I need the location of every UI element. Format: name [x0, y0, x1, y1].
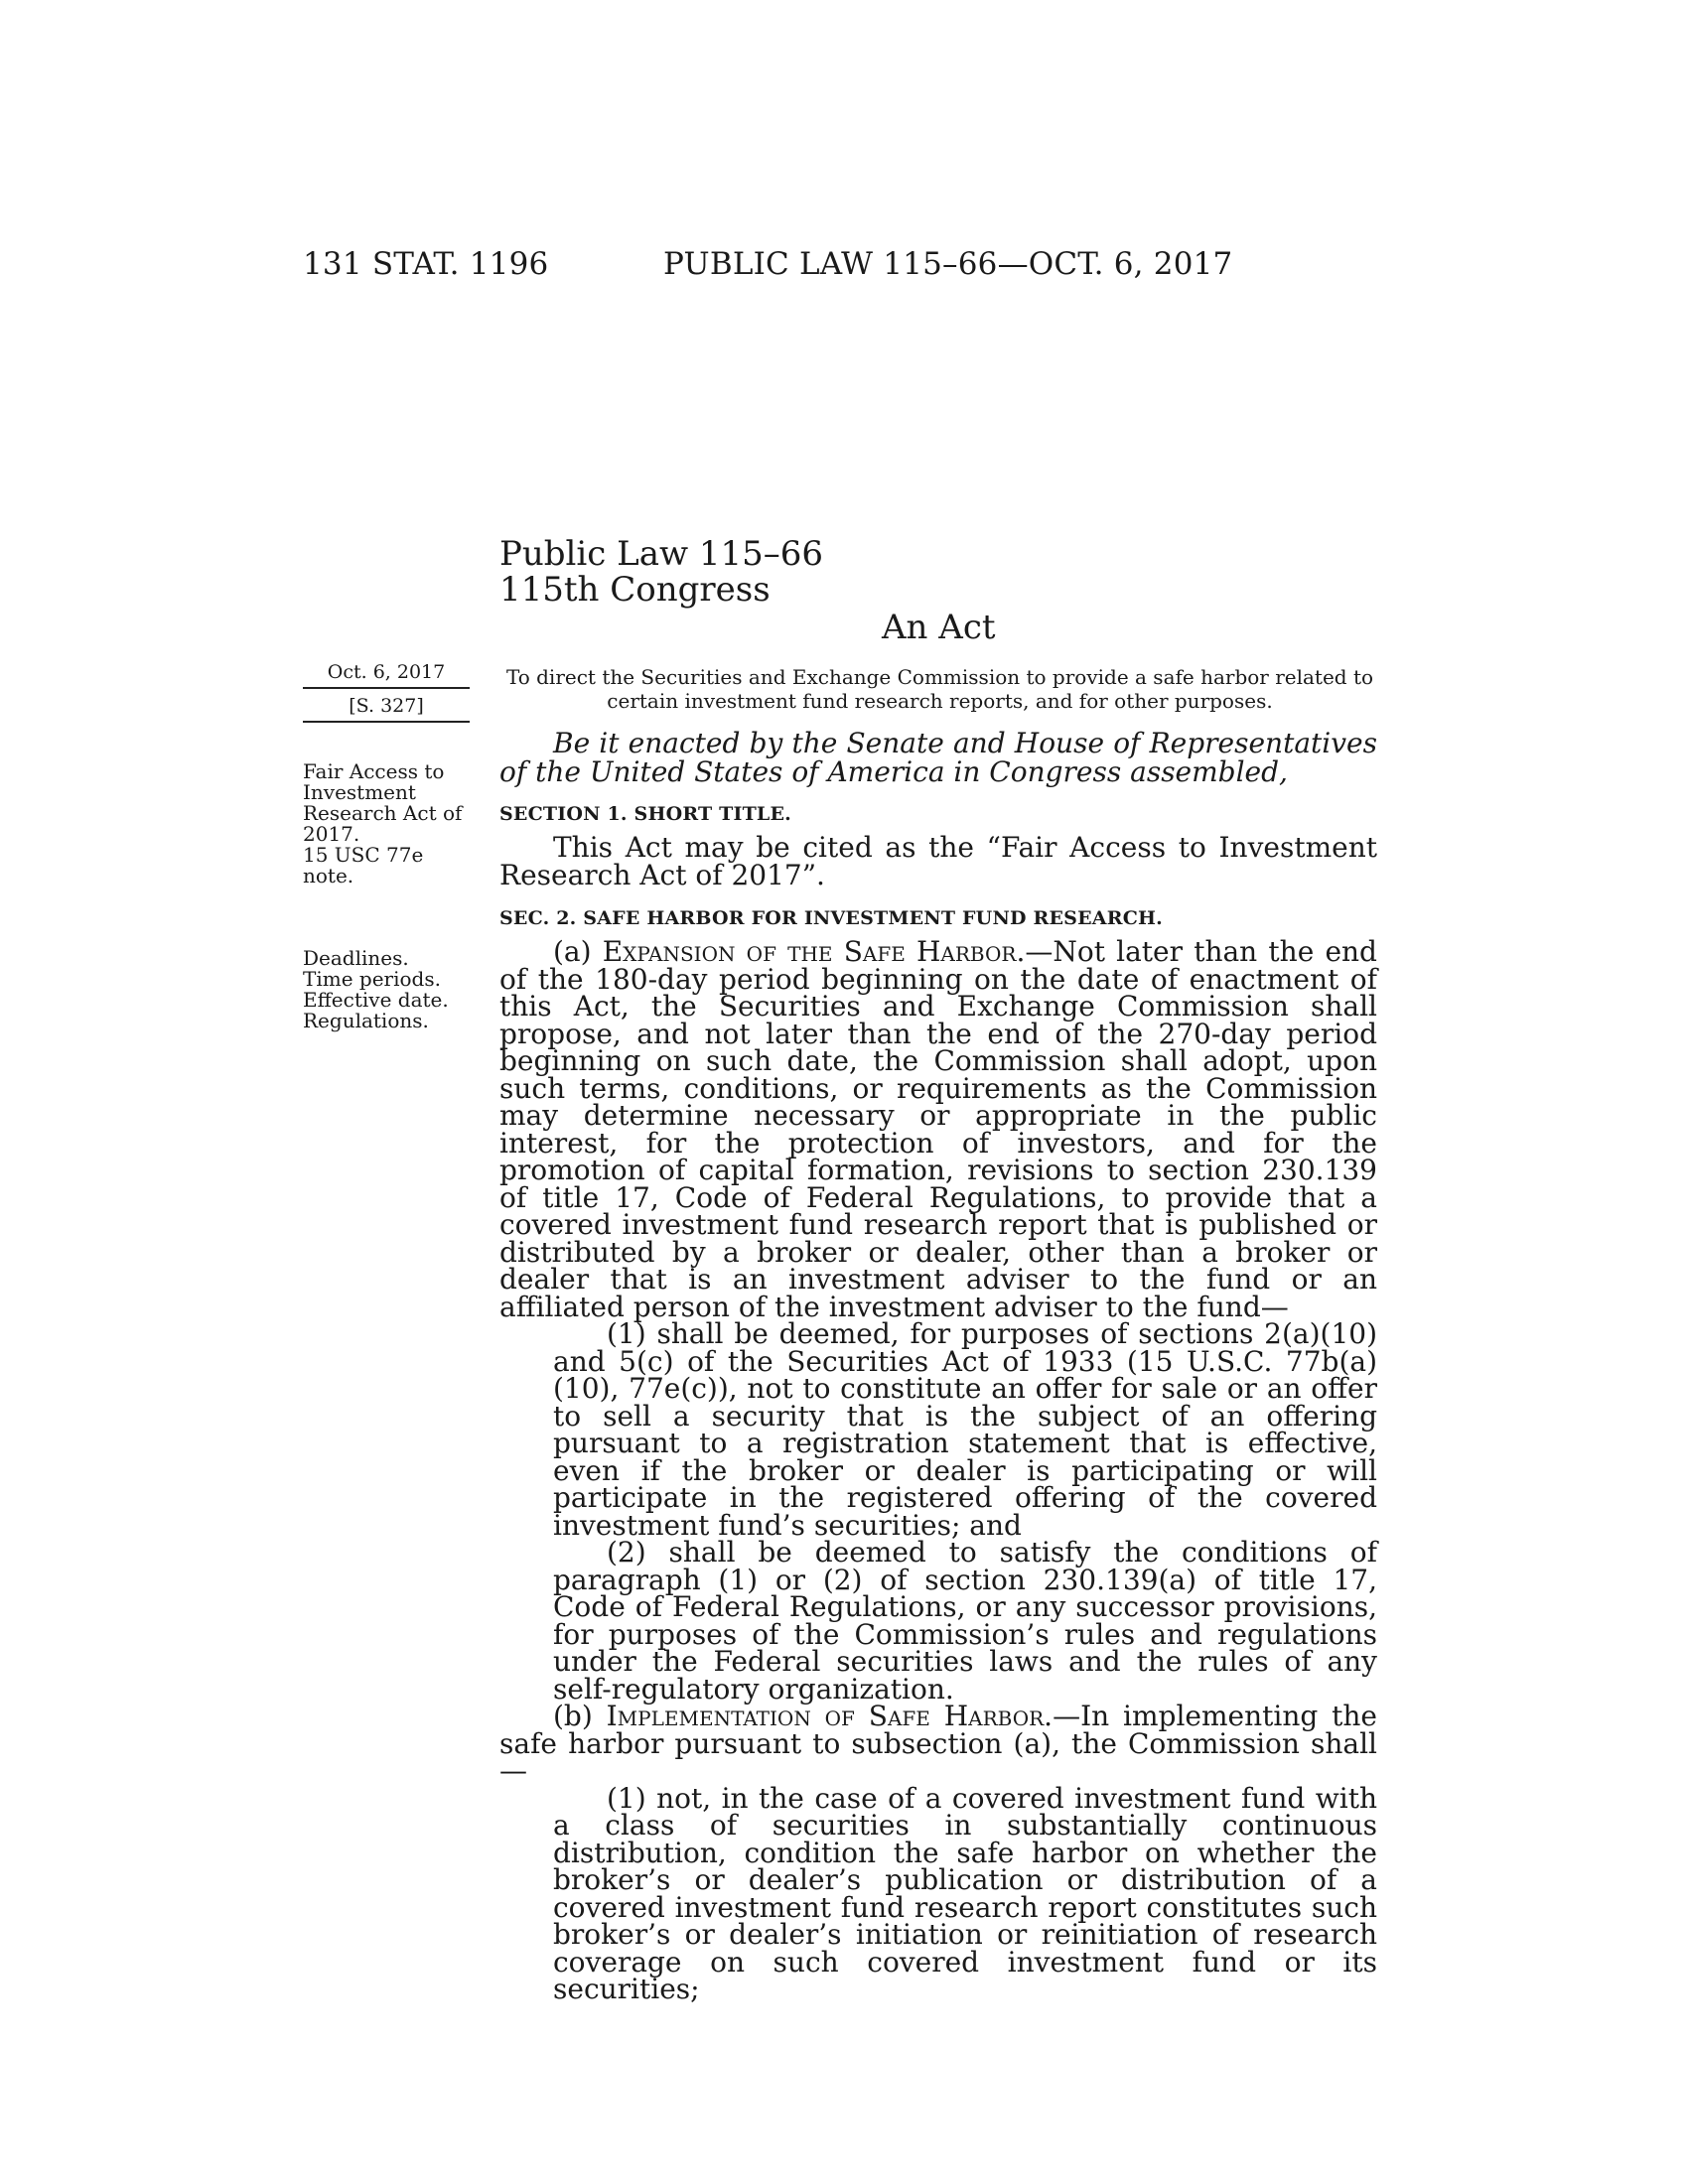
margin-note-line: Fair Access to [303, 759, 445, 783]
section-2-body [499, 935, 1377, 2005]
margin-rule [303, 721, 470, 723]
margin-note-sec2 [303, 948, 477, 1031]
paragraph-b1: (1) not, in the case of a covered investment fund with a class of securities in substantially continuous distribution, condition the safe harbor on whether the broker’s or dealer’s publication or distribution of a covered investment fund research report constitutes such broker’s or dealer’s initiation or reinitiation of research coverage on such covered investment fund or its securities; [553, 1781, 1377, 2005]
margin-note-line: Research Act of [303, 801, 463, 825]
margin-rule [303, 687, 470, 689]
purpose-statement: To direct the Securities and Exchange Commission to provide a safe harbor related to certain investment fund research reports, and for other purposes. [505, 665, 1374, 713]
margin-note-line: Regulations. [303, 1009, 429, 1032]
paragraph-a2: (2) shall be deemed to satisfy the conditions of paragraph (1) or (2) of section 230.139(a) of title 17, Code of Federal Regulations, or any successor provisions, for purposes of the Commission’s rules and regulations under the Federal securities laws and the rules of any self-regulatory organization. [553, 1536, 1377, 1706]
section-1-body [499, 831, 1377, 891]
bill-number: [S. 327] [349, 695, 424, 717]
paragraph-a1: (1) shall be deemed, for purposes of sections 2(a)(10) and 5(c) of the Securities Act of 1933 (15 U.S.C. 77b(a)(10), 77e(c)), not to constitute an offer for sale or an offer to sell a security that is the subject of an offering pursuant to a registration statement that is effective, even if the broker or dealer is participating or will participate in the registered offering of the covered investment fund’s securities; and [553, 1317, 1377, 1542]
subsection-a-text: .—Not later than the end of the 180-day period beginning on the date of enactment of this Act, the Securities and Exchange Commission shall propose, and not later than the end of the 270-day period beginning on such date, the Commission shall adopt, upon such terms, conditions, or requirements as the Commission may determine necessary or appropriate in the public interest, for the protection of investors, and for the promotion of capital formation, revisions to section 230.139 of title 17, Code of Federal Regulations, to provide that a covered investment fund research report that is published or distributed by a broker or dealer, other than a broker or dealer that is an investment adviser to the fund or an affiliated person of the investment adviser to the fund— [499, 935, 1377, 1323]
subsection-a [499, 935, 1377, 1323]
section-2 [499, 907, 1377, 929]
margin-note-line: Deadlines. [303, 946, 409, 970]
congress-number: 115th Congress [499, 570, 771, 610]
stat-page-reference: 131 STAT. 1196 [303, 246, 549, 282]
enacting-clause-block [499, 729, 1377, 786]
margin-note-line: Time periods. [303, 967, 441, 991]
margin-note-line: Effective date. [303, 988, 449, 1012]
subsection-b-title: Implementation of Safe Harbor [606, 1700, 1045, 1732]
public-law-number: Public Law 115–66 [499, 534, 824, 574]
subsection-b-text: .—In implementing the safe harbor pursuant to subsection (a), the Commission shall— [499, 1700, 1377, 1787]
margin-note-line: 15 USC 77e note. [303, 843, 424, 887]
section-1 [499, 803, 1377, 825]
enacting-clause: Be it enacted by the Senate and House of Representatives of the United States of America in Congress assembled, [499, 727, 1377, 788]
margin-note-short-title [303, 761, 477, 887]
running-title: PUBLIC LAW 115–66—OCT. 6, 2017 [663, 246, 1233, 282]
section-2-heading: SEC. 2. SAFE HARBOR FOR INVESTMENT FUND RESEARCH. [499, 907, 1163, 929]
subsection-a-marker: (a) [553, 935, 603, 968]
margin-note-line: Investment [303, 780, 416, 804]
section-1-text: This Act may be cited as the “Fair Access to Investment Research Act of 2017”. [499, 831, 1377, 891]
margin-note-line: 2017. [303, 822, 360, 846]
an-act-heading: An Act [882, 608, 996, 647]
section-1-heading: SECTION 1. SHORT TITLE. [499, 803, 791, 825]
subsection-b [499, 1700, 1377, 1787]
subsection-b-marker: (b) [553, 1700, 607, 1732]
subsection-a-title: Expansion of the Safe Harbor [602, 935, 1017, 968]
enactment-date: Oct. 6, 2017 [327, 661, 446, 683]
